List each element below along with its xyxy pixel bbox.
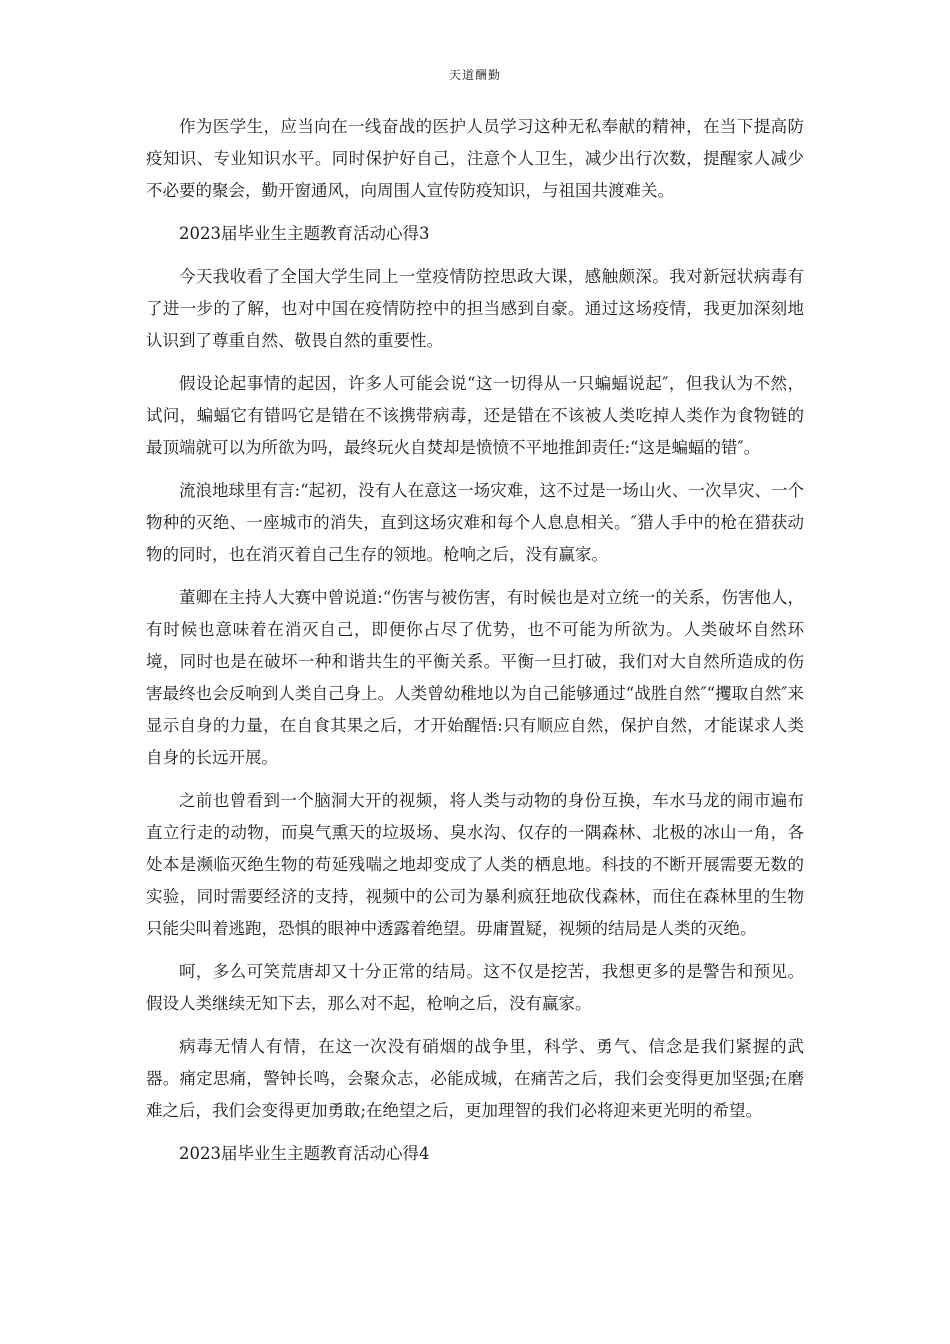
paragraph-intro: 作为医学生，应当向在一线奋战的医护人员学习这种无私奉献的精神，在当下提高防疫知识、专业知识水平。同时保护好自己，注意个人卫生，减少出行次数，提醒家人减少不必要的聚会，勤开窗通风，向周围人宣传防疫知识，与祖国共渡难关。 [146, 117, 804, 200]
paragraph: 董卿在主持人大赛中曾说道:“伤害与被伤害，有时候也是对立统一的关系，伤害他人，有时候也意味着在消灭自己，即便你占尽了优势，也不可能为所欲为。人类破坏自然环境，同时也是在破坏一种和谐共生的平衡关系。平衡一旦打破，我们对大自然所造成的伤害最终也会反响到人类自己身上。人类曾幼稚地以为自己能够通过“战胜自然″“攫取自然″来显示自身的力量，在自食其果之后，才开始醒悟:只有顺应自然，保护自然，才能谋求人类自身的长远开展。 [146, 588, 804, 767]
paragraph: 呵，多么可笑荒唐却又十分正常的结局。这不仅是挖苦，我想更多的是警告和预见。假设人类继续无知下去，那么对不起，枪响之后，没有赢家。 [146, 962, 804, 1013]
page-header: 天道酬勤 [448, 68, 501, 82]
paragraph: 病毒无情人有情，在这一次没有硝烟的战争里，科学、勇气、信念是我们紧握的武器。痛定思痛，警钟长鸣，会聚众志，必能成城，在痛苦之后，我们会变得更加坚强;在磨难之后，我们会变得更加勇敢;在绝望之后，更加理智的我们必将迎来更光明的希望。 [146, 1037, 804, 1120]
paragraph: 之前也曾看到一个脑洞大开的视频，将人类与动物的身份互换，车水马龙的闹市遍布直立行走的动物，而臭气熏天的垃圾场、臭水沟、仅存的一隅森林、北极的冰山一角，各处本是濒临灭绝生物的苟延残喘之地却变成了人类的栖息地。科技的不断开展需要无数的实验，同时需要经济的支持，视频中的公司为暴利疯狂地砍伐森林，而住在森林里的生物只能尖叫着逃跑，恐惧的眼神中透露着绝望。毋庸置疑，视频的结局是人类的灭绝。 [146, 791, 804, 938]
section-heading-4: 2023届毕业生主题教育活动心得4 [179, 1144, 430, 1163]
paragraph: 流浪地球里有言:“起初，没有人在意这一场灾难，这不过是一场山火、一次旱灾、一个物种的灭绝、一座城市的消失，直到这场灾难和每个人息息相关。″猎人手中的枪在猎获动物的同时，也在消灭着自己生存的领地。枪响之后，没有赢家。 [146, 481, 804, 564]
paragraph: 假设论起事情的起因，许多人可能会说“这一切得从一只蝙蝠说起″，但我认为不然，试问，蝙蝠它有错吗它是错在不该携带病毒，还是错在不该被人类吃掉人类作为食物链的最顶端就可以为所欲为吗，最终玩火自焚却是愤愤不平地推卸责任:“这是蝙蝠的错″。 [146, 374, 804, 457]
document-body [146, 111, 804, 1181]
section-heading-3: 2023届毕业生主题教育活动心得3 [179, 224, 430, 243]
paragraph: 今天我收看了全国大学生同上一堂疫情防控思政大课，感触颇深。我对新冠状病毒有了进一步的了解，也对中国在疫情防控中的担当感到自豪。通过这场疫情，我更加深刻地认识到了尊重自然、敬畏自然的重要性。 [146, 267, 804, 350]
